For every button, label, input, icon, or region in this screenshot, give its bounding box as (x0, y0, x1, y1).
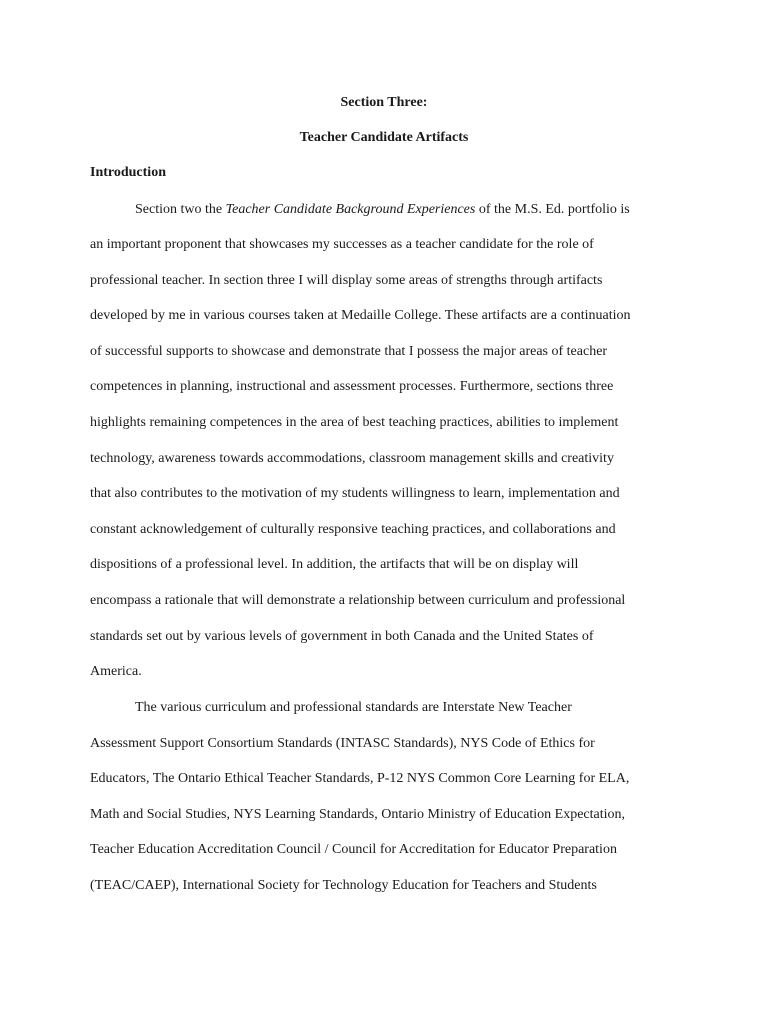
paragraph1-line: America. (90, 664, 142, 679)
paragraph1-line (135, 202, 630, 218)
paragraph1-line: that also contributes to the motivation of my students willingness to learn, implementation and (90, 486, 620, 501)
paragraph1-line: standards set out by various levels of government in both Canada and the United States of (90, 629, 594, 644)
paragraph1-line: professional teacher. In section three I will display some areas of strengths through artifacts (90, 273, 603, 288)
paragraph1-line: developed by me in various courses taken at Medaille College. These artifacts are a continuation (90, 308, 631, 323)
paragraph1-line: dispositions of a professional level. In addition, the artifacts that will be on display will (90, 557, 579, 572)
paragraph1-line: technology, awareness towards accommodations, classroom management skills and creativity (90, 451, 614, 466)
paragraph1-line1-italic: Teacher Candidate Background Experiences (225, 202, 476, 217)
section-label: Section Three: (340, 95, 428, 110)
paragraph1-line: an important proponent that showcases my successes as a teacher candidate for the role of (90, 237, 594, 252)
paragraph2-line: Math and Social Studies, NYS Learning Standards, Ontario Ministry of Education Expectation, (90, 807, 626, 822)
paragraph1-line: competences in planning, instructional and assessment processes. Furthermore, sections three (90, 379, 614, 394)
introduction-heading: Introduction (90, 165, 166, 180)
paragraph1-line1-before: Section two the (135, 202, 226, 217)
paragraph2-line: (TEAC/CAEP), International Society for Technology Education for Teachers and Students (90, 878, 597, 893)
paragraph2-line: The various curriculum and professional standards are Interstate New Teacher (135, 700, 572, 715)
paragraph2-line: Assessment Support Consortium Standards (INTASC Standards), NYS Code of Ethics for (90, 736, 595, 751)
paragraph1-line: encompass a rationale that will demonstrate a relationship between curriculum and professional (90, 593, 626, 608)
paragraph2-line: Teacher Education Accreditation Council / Council for Accreditation for Educator Preparation (90, 842, 617, 857)
paragraph1-line: highlights remaining competences in the area of best teaching practices, abilities to implement (90, 415, 619, 430)
paragraph1-line: of successful supports to showcase and demonstrate that I possess the major areas of teacher (90, 344, 608, 359)
document-title: Teacher Candidate Artifacts (299, 130, 469, 145)
paragraph2-line: Educators, The Ontario Ethical Teacher Standards, P-12 NYS Common Core Learning for ELA, (90, 771, 630, 786)
paragraph1-line: constant acknowledgement of culturally responsive teaching practices, and collaborations and (90, 522, 616, 537)
paragraph1-line1-after: of the M.S. Ed. portfolio is (475, 202, 630, 217)
